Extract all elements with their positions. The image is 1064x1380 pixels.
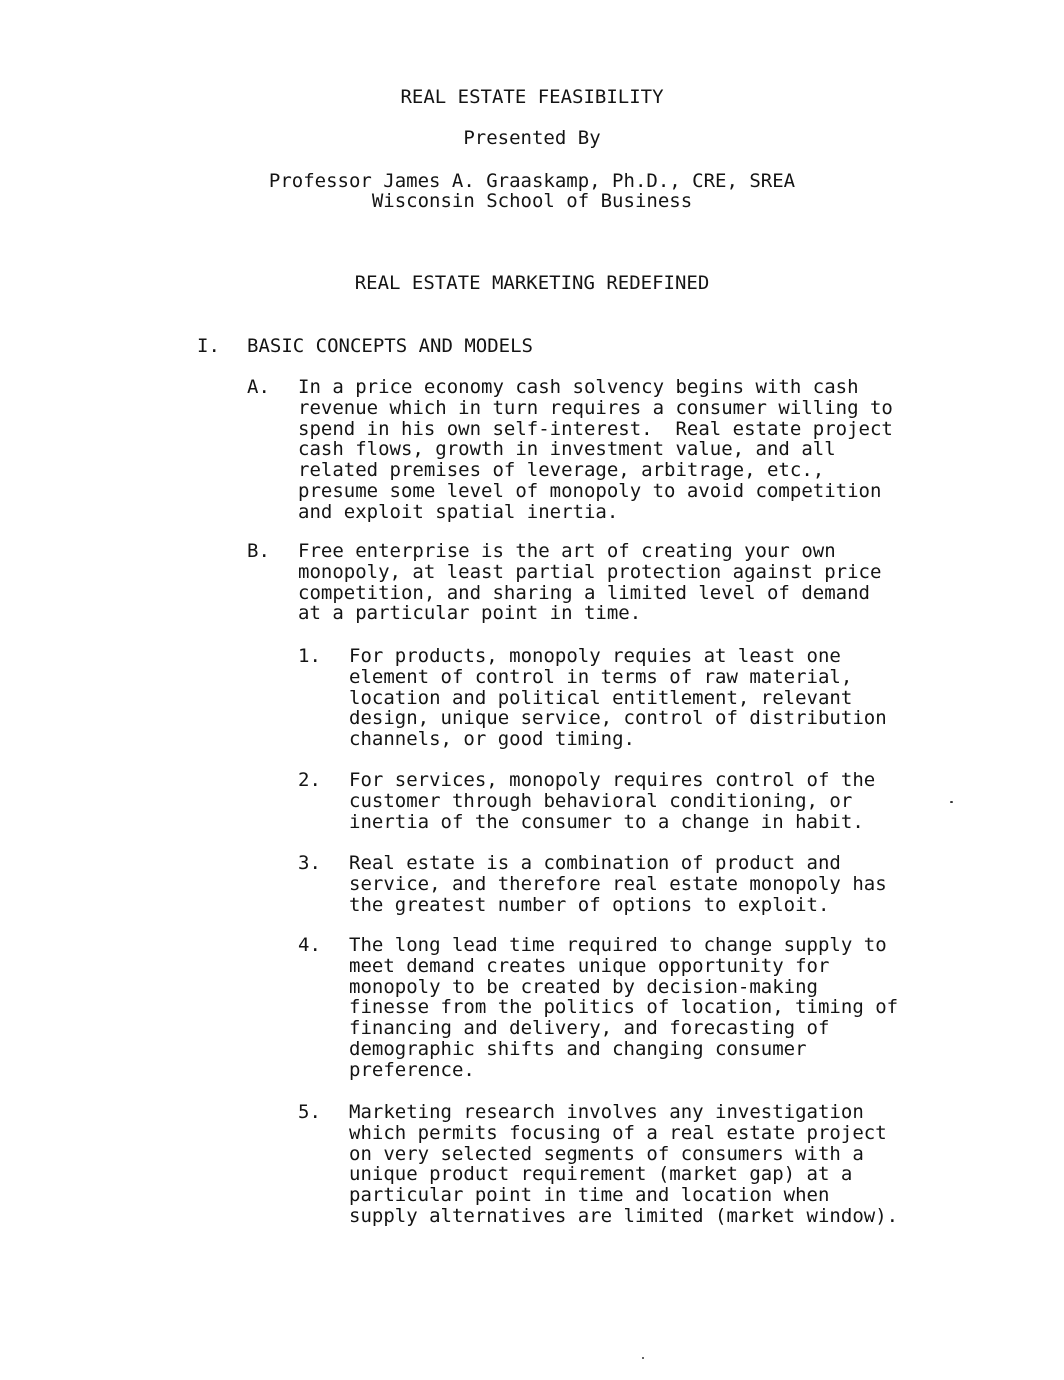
scan-speck	[642, 1357, 644, 1359]
subitem-4-text: The long lead time required to change supply to meet demand creates unique opportunity for monopoly to be created by decision-making finesse from the politics of location, timing of financing and delivery, and forecasting of demographic shifts and changing consumer preference.	[349, 934, 899, 1081]
section-number: I.	[197, 335, 220, 357]
item-b-text: Free enterprise is the art of creating your own monopoly, at least partial protection against price competition, and sharing a limited level of demand at a particular point in time.	[298, 540, 882, 625]
item-b-marker: B.	[247, 540, 270, 562]
subitem-1-marker: 1.	[298, 645, 321, 667]
document-subtitle: REAL ESTATE MARKETING REDEFINED	[354, 272, 710, 294]
subitem-3-text: Real estate is a combination of product and service, and therefore real estate monopoly has the greatest number of options to exploit.	[349, 852, 887, 916]
subitem-4-marker: 4.	[298, 934, 321, 956]
subitem-2-marker: 2.	[298, 769, 321, 791]
section-heading: BASIC CONCEPTS AND MODELS	[247, 335, 533, 357]
item-a-marker: A.	[247, 376, 270, 398]
scan-speck	[950, 801, 953, 803]
presenter-affiliation: Wisconsin School of Business	[371, 190, 693, 212]
subitem-5-text: Marketing research involves any investigation which permits focusing of a real estate project on very selected segments of consumers with a unique product requirement (market gap) at a particular point in time and location when supply alternatives are limited (market window).	[349, 1101, 899, 1227]
document-title: REAL ESTATE FEASIBILITY	[400, 86, 664, 108]
subitem-1-text: For products, monopoly requies at least one element of control in terms of raw material, location and political entitlement, relevant design, unique service, control of distribution channels, or good timing.	[349, 645, 887, 751]
subitem-2-text: For services, monopoly requires control of the customer through behavioral conditioning, or inertia of the consumer to a change in habit.	[349, 769, 876, 833]
presented-by-line: Presented By	[463, 127, 601, 149]
item-a-text: In a price economy cash solvency begins with cash revenue which in turn requires a consumer willing to spend in his own self-interest. Real estate project cash flows, growth in investment value, and all related premises of leverage, arbitrage, etc., presume some level of monopoly to avoid competition and exploit spatial inertia.	[298, 376, 893, 523]
subitem-5-marker: 5.	[298, 1101, 321, 1123]
presenter-name: Professor James A. Graaskamp, Ph.D., CRE, SREA	[268, 170, 796, 192]
subitem-3-marker: 3.	[298, 852, 321, 874]
